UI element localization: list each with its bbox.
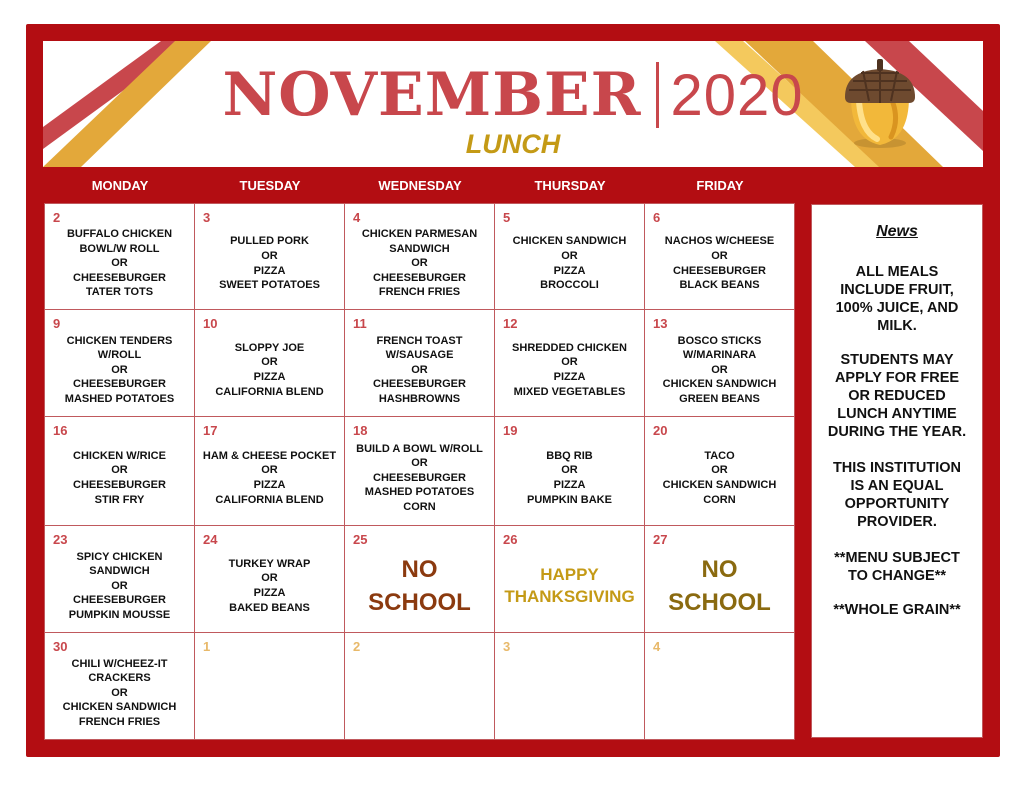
day-number: 20	[653, 423, 668, 438]
day-number: 4	[353, 210, 361, 225]
day-number: 30	[53, 639, 68, 654]
day-cell	[644, 203, 795, 310]
notice-line: SCHOOL	[368, 589, 471, 616]
menu-line: PIZZA	[253, 264, 286, 277]
day-cell	[644, 309, 795, 417]
menu-line: W/SAUSAGE	[385, 349, 454, 362]
menu-line: NACHOS W/CHEESE	[664, 235, 775, 248]
menu-line: PULLED PORK	[230, 235, 309, 248]
menu-line: OR	[711, 464, 728, 477]
menu-items	[51, 437, 188, 519]
day-cell	[44, 203, 195, 310]
news-paragraph	[816, 351, 978, 441]
day-number: 16	[53, 423, 68, 438]
day-number: 2	[353, 639, 361, 654]
menu-line: W/ROLL	[97, 349, 142, 362]
news-line: **MENU SUBJECT	[834, 550, 960, 566]
menu-line: CHICKEN PARMESAN	[361, 228, 478, 241]
weekday-header-wednesday: WEDNESDAY	[378, 178, 462, 193]
menu-line: OR	[111, 363, 128, 376]
news-paragraph	[816, 263, 978, 335]
menu-line: BOSCO STICKS	[677, 334, 762, 347]
title-year: 2020	[670, 62, 804, 128]
menu-line: OR	[561, 464, 578, 477]
day-number: 23	[53, 532, 68, 547]
news-line: IS AN EQUAL	[850, 478, 944, 494]
menu-line: GREEN BEANS	[679, 392, 760, 405]
menu-line: TATER TOTS	[85, 286, 154, 299]
menu-line: CRACKERS	[88, 672, 151, 685]
news-line: **WHOLE GRAIN**	[833, 602, 961, 618]
day-cell	[644, 632, 795, 740]
day-cell	[644, 525, 795, 633]
day-number: 27	[653, 532, 668, 547]
menu-line: CHICKEN SANDWICH	[62, 701, 177, 714]
menu-items	[351, 224, 488, 303]
menu-line: CHICKEN SANDWICH	[662, 479, 777, 491]
menu-line: MIXED VEGETABLES	[513, 385, 626, 398]
day-cell	[44, 309, 195, 417]
menu-line: OR	[561, 356, 578, 369]
title-month: NOVEMBER	[222, 60, 642, 130]
menu-items	[351, 437, 488, 519]
menu-line: SANDWICH	[89, 565, 150, 578]
notice-line: THANKSGIVING	[504, 587, 635, 606]
menu-line: CHILI W/CHEEZ-IT	[71, 657, 168, 670]
menu-line: CHEESEBURGER	[373, 271, 466, 284]
news-paragraph	[816, 459, 978, 531]
acorn-icon	[839, 57, 921, 149]
menu-line: CHICKEN W/RICE	[73, 449, 166, 462]
menu-line: CORN	[403, 500, 436, 513]
menu-line: PIZZA	[253, 371, 286, 383]
menu-line: SANDWICH	[389, 242, 450, 255]
notice-line: NO	[701, 556, 738, 583]
menu-items	[51, 224, 188, 303]
weekday-header-row	[45, 173, 793, 199]
menu-line: CALIFORNIA BLEND	[215, 385, 324, 398]
day-number: 9	[53, 316, 61, 331]
menu-items	[201, 330, 338, 410]
day-number: 17	[203, 423, 218, 438]
menu-line: BLACK BEANS	[679, 279, 760, 292]
day-cell	[194, 416, 345, 526]
menu-line: OR	[411, 257, 428, 270]
day-cell	[344, 309, 495, 417]
menu-line: BUILD A BOWL W/ROLL	[356, 442, 483, 455]
notice-line: SCHOOL	[668, 589, 771, 616]
day-cell	[194, 525, 345, 633]
weekday-header-monday: MONDAY	[91, 178, 149, 193]
news-line: MILK.	[877, 318, 917, 334]
menu-line: CHEESEBURGER	[73, 594, 166, 607]
title-separator	[656, 62, 659, 128]
menu-items	[51, 546, 188, 626]
day-cell	[344, 203, 495, 310]
menu-line: BOWL/W ROLL	[79, 242, 160, 255]
day-number: 11	[353, 316, 367, 331]
menu-line: BAKED BEANS	[229, 601, 310, 614]
news-line: ALL MEALS	[855, 264, 939, 280]
day-cell	[344, 416, 495, 526]
menu-items	[51, 330, 188, 410]
menu-items	[51, 653, 188, 733]
menu-line: OR	[411, 457, 428, 470]
day-cell	[644, 416, 795, 526]
day-number: 4	[653, 639, 661, 654]
news-line: DURING THE YEAR.	[827, 424, 967, 440]
menu-line: CHEESEBURGER	[373, 378, 466, 391]
day-cell	[194, 309, 345, 417]
day-number: 19	[503, 423, 518, 438]
menu-line: SLOPPY JOE	[234, 341, 305, 354]
menu-line: BBQ RIB	[546, 449, 593, 462]
weekday-header-tuesday: TUESDAY	[239, 178, 301, 193]
weekday-header-thursday: THURSDAY	[534, 178, 606, 193]
menu-line: STIR FRY	[94, 493, 145, 506]
day-number: 13	[653, 316, 668, 331]
day-cell	[194, 203, 345, 310]
menu-items	[501, 330, 638, 410]
menu-items	[201, 437, 338, 519]
news-line: OPPORTUNITY	[844, 496, 950, 512]
menu-line: TURKEY WRAP	[228, 557, 311, 570]
menu-line: OR	[261, 356, 278, 369]
day-cell	[344, 632, 495, 740]
news-paragraph	[816, 549, 978, 585]
day-cell	[494, 309, 645, 417]
menu-line: SPICY CHICKEN	[76, 550, 163, 563]
menu-items	[201, 546, 338, 626]
news-line: APPLY FOR FREE	[834, 370, 960, 386]
menu-items	[651, 437, 788, 519]
day-cell	[494, 416, 645, 526]
day-notice	[501, 546, 638, 626]
day-cell	[44, 525, 195, 633]
menu-line: CHICKEN TENDERS	[66, 334, 173, 347]
menu-line: PIZZA	[553, 371, 586, 383]
menu-line: PIZZA	[553, 264, 586, 277]
day-cell	[44, 416, 195, 526]
menu-items	[651, 330, 788, 410]
menu-line: OR	[561, 249, 578, 262]
news-title: News	[876, 223, 918, 240]
menu-line: SWEET POTATOES	[219, 279, 320, 292]
menu-line: BROCCOLI	[540, 279, 599, 292]
menu-line: PUMPKIN BAKE	[527, 493, 612, 506]
day-number: 18	[353, 423, 368, 438]
menu-line: CALIFORNIA BLEND	[215, 493, 324, 506]
day-notice	[351, 546, 488, 626]
menu-line: FRENCH FRIES	[378, 286, 461, 299]
menu-line: CORN	[703, 493, 736, 506]
menu-line: PIZZA	[253, 479, 286, 491]
menu-line: CHICKEN SANDWICH	[512, 235, 627, 248]
menu-line: W/MARINARA	[682, 349, 757, 362]
day-cell	[344, 525, 495, 633]
notice-line: HAPPY	[540, 565, 599, 584]
menu-line: OR	[111, 579, 128, 592]
news-line: PROVIDER.	[857, 514, 937, 530]
day-number: 1	[203, 639, 211, 654]
day-cell	[494, 632, 645, 740]
menu-line: TACO	[704, 449, 735, 462]
news-line: INCLUDE FRUIT,	[840, 282, 954, 298]
day-cell	[194, 632, 345, 740]
menu-line: CHEESEBURGER	[373, 471, 466, 484]
news-line: 100% JUICE, AND	[835, 300, 959, 316]
news-line: STUDENTS MAY	[840, 352, 954, 368]
menu-line: CHEESEBURGER	[73, 479, 166, 491]
menu-line: PIZZA	[553, 479, 586, 491]
menu-line: OR	[111, 686, 128, 699]
day-notice	[651, 546, 788, 626]
news-line: THIS INSTITUTION	[832, 460, 962, 476]
menu-line: OR	[261, 249, 278, 262]
menu-line: OR	[111, 464, 128, 477]
news-line: OR REDUCED	[848, 388, 946, 404]
menu-items	[651, 224, 788, 303]
menu-line: FRENCH FRIES	[78, 715, 161, 728]
menu-line: BUFFALO CHICKEN	[66, 228, 173, 241]
menu-line: OR	[411, 363, 428, 376]
day-number: 5	[503, 210, 511, 225]
day-number: 6	[653, 210, 661, 225]
weekday-header-friday: FRIDAY	[696, 178, 744, 193]
menu-line: MASHED POTATOES	[64, 392, 175, 405]
subtitle-lunch: LUNCH	[465, 129, 561, 159]
notice-line: NO	[401, 556, 438, 583]
menu-line: PIZZA	[253, 587, 286, 599]
day-number: 25	[353, 532, 368, 547]
menu-items	[501, 437, 638, 519]
day-number: 2	[53, 210, 61, 225]
day-cell	[494, 525, 645, 633]
day-number: 24	[203, 532, 218, 547]
day-number: 10	[203, 316, 218, 331]
menu-line: HAM & CHEESE POCKET	[202, 449, 337, 462]
menu-line: CHEESEBURGER	[73, 378, 166, 391]
menu-line: OR	[711, 363, 728, 376]
calendar-grid	[44, 203, 794, 739]
news-line: TO CHANGE**	[847, 568, 947, 584]
menu-line: HASHBROWNS	[378, 392, 461, 405]
menu-line: OR	[261, 572, 278, 585]
news-line: LUNCH ANYTIME	[837, 406, 957, 422]
menu-line: CHEESEBURGER	[673, 264, 766, 277]
news-paragraph	[816, 601, 978, 619]
day-number: 3	[203, 210, 211, 225]
day-number: 12	[503, 316, 518, 331]
menu-line: OR	[711, 249, 728, 262]
menu-line: OR	[111, 257, 128, 270]
news-panel	[811, 204, 983, 738]
menu-line: OR	[261, 464, 278, 477]
day-cell	[494, 203, 645, 310]
day-number: 26	[503, 532, 518, 547]
menu-line: CHEESEBURGER	[73, 271, 166, 284]
menu-items	[501, 224, 638, 303]
menu-line: MASHED POTATOES	[364, 486, 475, 499]
menu-line: PUMPKIN MOUSSE	[68, 608, 171, 621]
menu-line: SHREDDED CHICKEN	[512, 341, 627, 354]
day-number: 3	[503, 639, 511, 654]
menu-line: CHICKEN SANDWICH	[662, 378, 777, 391]
day-cell	[44, 632, 195, 740]
menu-line: FRENCH TOAST	[376, 334, 463, 347]
menu-items	[201, 224, 338, 303]
menu-items	[351, 330, 488, 410]
